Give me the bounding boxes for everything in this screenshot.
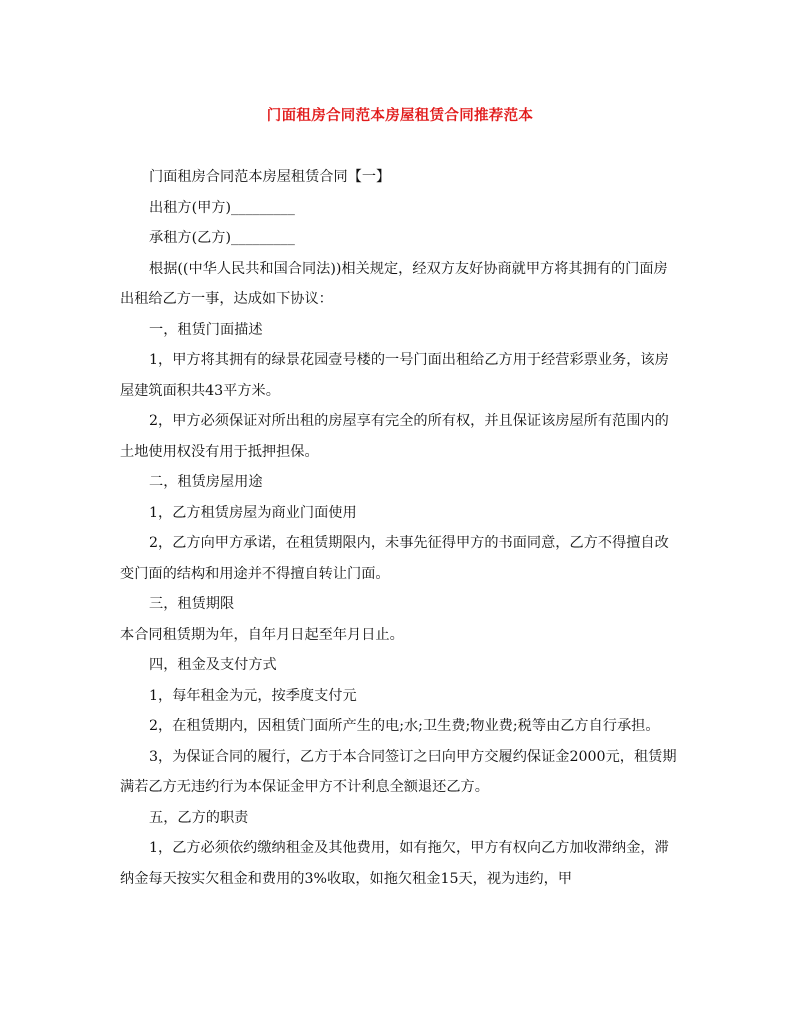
paragraph: 2，在租赁期内，因租赁门面所产生的电;水;卫生费;物业费;税等由乙方自行承担。 <box>149 718 660 734</box>
document-title: 门面租房合同范本房屋租赁合同推荐范本 <box>266 107 534 124</box>
paragraph: 1，乙方必须依约缴纳租金及其他费用，如有拖欠，甲方有权向乙方加收滞纳金，滞纳金每天按实欠租金和费用的3%收取，如拖欠租金15天，视为违约，甲 <box>120 840 669 887</box>
paragraph: 本合同租赁期为年，自年月日起至年月日止。 <box>120 626 404 643</box>
document-body <box>120 162 680 894</box>
paragraph: 五，乙方的职责 <box>149 809 249 826</box>
paragraph: 三，租赁期限 <box>149 596 235 612</box>
paragraph: 承租方(乙方)_________ <box>149 230 295 246</box>
paragraph: 2，乙方向甲方承诺，在租赁期限内，未事先征得甲方的书面同意，乙方不得擅自改变门面的结构和用途并不得擅自转让门面。 <box>120 535 669 582</box>
paragraph: 一，租赁门面描述 <box>149 321 263 338</box>
paragraph: 1，乙方租赁房屋为商业门面使用 <box>149 504 357 521</box>
paragraph: 2，甲方必须保证对所出租的房屋享有完全的所有权，并且保证该房屋所有范围内的土地使用权没有用于抵押担保。 <box>120 413 669 460</box>
paragraph: 二，租赁房屋用途 <box>149 474 263 490</box>
paragraph: 3，为保证合同的履行，乙方于本合同签订之曰向甲方交履约保证金2000元，租赁期满若乙方无违约行为本保证金甲方不计利息全额退还乙方。 <box>120 748 677 795</box>
paragraph: 出租方(甲方)_________ <box>149 199 295 216</box>
paragraph: 根据((中华人民共和国合同法))相关规定，经双方友好协商就甲方将其拥有的门面房出租给乙方一事，达成如下协议： <box>120 260 668 307</box>
paragraph: 1，每年租金为元，按季度支付元 <box>149 687 357 704</box>
paragraph: 四，租金及支付方式 <box>149 657 277 673</box>
paragraph: 门面租房合同范本房屋租赁合同【一】 <box>149 169 391 185</box>
paragraph: 1，甲方将其拥有的绿景花园壹号楼的一号门面出租给乙方用于经营彩票业务，该房屋建筑面积共43平方米。 <box>120 352 669 399</box>
